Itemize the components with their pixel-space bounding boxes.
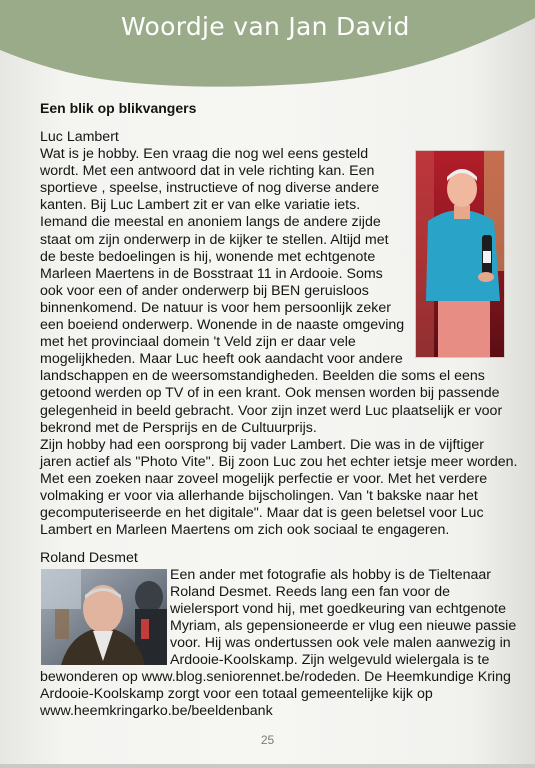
paragraph-line: mogelijkheden. Maar Luc heeft ook aandacht voor andere	[40, 351, 403, 368]
paragraph-line: ook voor een of ander onderwerp bij BEN geruisloos	[40, 282, 369, 299]
author-name: Roland Desmet	[40, 550, 138, 566]
photo-roland-desmet	[41, 569, 167, 665]
paragraph-line: voor. Hij was ondertussen ook vele malen aanwezig in	[170, 635, 511, 652]
paragraph-line: Roland Desmet. Reeds lang een fan voor de	[170, 584, 450, 601]
paragraph-line: wordt. Met een antwoord dat in vele richting kan. Een	[40, 163, 375, 180]
paragraph-line: Zijn hobby had een oorsprong bij vader Lambert. Die was in de vijftiger	[40, 436, 484, 453]
header-title: Woordje van Jan David	[121, 12, 410, 41]
section-roland-desmet-wrapped	[170, 567, 516, 670]
section-roland-desmet-author	[40, 550, 138, 567]
paragraph-line: Lambert en Marleen Maertens om zich ook sociaal te engageren.	[40, 522, 450, 539]
article-title: Een blik op blikvangers	[40, 100, 197, 116]
paragraph-line: jaren actief als "Photo Vite". Bij zoon Luc zou het echter ietsje meer worden.	[40, 453, 518, 470]
paragraph-line: een boeiend onderwerp. Wonende in de naaste omgeving	[40, 317, 405, 334]
paragraph-line: Marleen Maertens in de Bosstraat 11 in Ardooie. Soms	[40, 265, 383, 282]
paragraph-line: volmaking er voor via allerhande bijscholingen. Van 't bakske naar het	[40, 487, 478, 504]
paragraph-line: sportieve , speelse, instructieve of nog diverse andere	[40, 180, 380, 197]
paragraph-line: Iemand die meestal en anoniem langs de andere zijde	[40, 214, 381, 231]
paragraph-line: Ardooie-Koolskamp. Zijn welgevuld wielergala is te	[170, 652, 490, 669]
section-roland-desmet-full	[40, 669, 511, 720]
photo-luc-lambert	[415, 150, 505, 358]
paragraph-line: gecomputeriseerde en het digitale". Maar dat is geen beletsel voor Luc	[40, 505, 484, 522]
page-number: 25	[260, 733, 275, 747]
paragraph-line: staat om zijn onderwerp in de kijker te stellen. Altijd met	[40, 231, 389, 248]
bottom-divider	[0, 764, 535, 768]
paragraph-line: landschappen en de weersomstandigheden. Beelden die soms el eens	[40, 368, 485, 385]
paragraph-line: getoond werden op TV of in een krant. Ook mensen worden bij passende	[40, 385, 500, 402]
paragraph-line: bewonderen op www.blog.seniorennet.be/rodeden. De Heemkundige Kring	[40, 669, 511, 685]
paragraph-line: Met een zoeken naar zoveel mogelijk perfectie er voor. Met het verdere	[40, 470, 488, 487]
paragraph-line: de beste bedoelingen is hij, wonende met echtgenote	[40, 248, 376, 265]
paragraph-line: gelegenheid in beeld gebracht. Voor zijn inzet werd Luc plaatselijk er voor	[40, 402, 503, 419]
paragraph-line: bekrond met de Persprijs en de Cultuurprijs.	[40, 419, 317, 436]
paragraph-line: Wat is je hobby. Een vraag die nog wel eens gesteld	[40, 146, 369, 163]
paragraph-line: wielersport vond hij, met goedkeuring van echtgenote	[170, 601, 506, 618]
author-name: Luc Lambert	[40, 129, 119, 145]
paragraph-line: www.heemkringarko.be/beeldenbank	[40, 703, 273, 720]
paragraph-line: binnenkomend. De natuur is voor hem persoonlijk zeker	[40, 299, 391, 316]
paragraph-line: met het provinciaal domein 't Veld zijn er daar vele	[40, 334, 356, 351]
paragraph-line: kanten. Bij Luc Lambert zit er van elke variatie iets.	[40, 197, 361, 214]
paragraph-line: Een ander met fotografie als hobby is de Tieltenaar	[170, 567, 491, 583]
paragraph-line: Myriam, als gepensioneerde er vlug een nieuwe passie	[170, 618, 517, 635]
paragraph-line: Ardooie-Koolskamp zorgt voor een totaal gemeentelijke kijk op	[40, 686, 433, 703]
